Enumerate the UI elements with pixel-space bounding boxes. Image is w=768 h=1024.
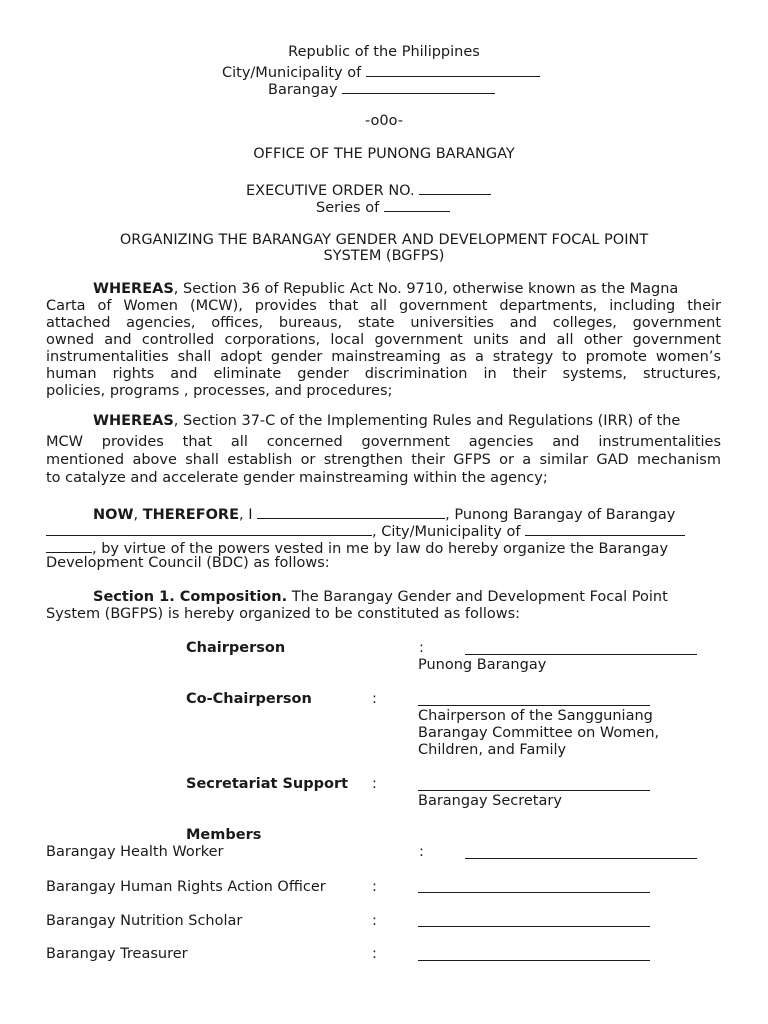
- whereas1-line-5: instrumentalities shall adopt gender mainstreaming as a strategy to promote women’s: [46, 349, 721, 365]
- member-colon-treasurer: :: [372, 946, 377, 962]
- series-line: [316, 197, 450, 216]
- city-blank[interactable]: [366, 62, 540, 77]
- chairperson-desc: Punong Barangay: [418, 657, 547, 673]
- member-blank-human-rights[interactable]: [418, 892, 650, 893]
- member-label-human-rights: Barangay Human Rights Action Officer: [46, 879, 326, 895]
- barangay-label: Barangay: [268, 82, 338, 98]
- secretariat-colon: :: [372, 776, 377, 792]
- whereas2-line-3: mentioned above shall establish or strengthen their GFPS or a similar GAD mechanism: [46, 452, 721, 468]
- whereas2-line-1: WHEREAS, Section 37-C of the Implementing Rules and Regulations (IRR) of the: [93, 413, 681, 429]
- members-label: Members: [186, 827, 262, 843]
- whereas1-body: [46, 298, 721, 400]
- city-municipality-blank[interactable]: [525, 521, 685, 536]
- eo-label: EXECUTIVE ORDER NO.: [246, 183, 415, 199]
- whereas2-line-4: to catalyze and accelerate gender mainstreaming within the agency;: [46, 470, 548, 486]
- whereas1-line-2: Carta of Women (MCW), provides that all government departments, including their: [46, 298, 721, 314]
- now-therefore-line-4: Development Council (BDC) as follows:: [46, 555, 330, 571]
- member-label-nutrition: Barangay Nutrition Scholar: [46, 913, 243, 929]
- chairperson-blank[interactable]: [465, 654, 697, 655]
- office-heading: OFFICE OF THE PUNONG BARANGAY: [253, 146, 515, 162]
- republic-line: Republic of the Philippines: [288, 44, 480, 60]
- section1-line-2: System (BGFPS) is hereby organized to be constituted as follows:: [46, 606, 521, 622]
- ornament: -o0o-: [365, 113, 403, 129]
- whereas2-body: [46, 433, 721, 487]
- member-blank-health-worker[interactable]: [465, 858, 697, 859]
- cochair-desc-3: Children, and Family: [418, 742, 567, 758]
- member-colon-human-rights: :: [372, 879, 377, 895]
- member-blank-nutrition[interactable]: [418, 926, 650, 927]
- whereas2-line-2: MCW provides that all concerned government agencies and instrumentalities: [46, 434, 721, 450]
- whereas1-lead: WHEREAS: [93, 281, 174, 297]
- chairperson-label: Chairperson: [186, 640, 286, 656]
- title-line-2: SYSTEM (BGFPS): [323, 248, 445, 264]
- city-label: City/Municipality of: [222, 65, 362, 81]
- section1-heading: Section 1. Composition.: [93, 589, 288, 605]
- whereas1-line-4: owned and controlled corporations, local government units and all other government: [46, 332, 721, 348]
- whereas1-line-7: policies, programs , processes, and procedures;: [46, 383, 393, 399]
- section1-line-1: Section 1. Composition. The Barangay Gender and Development Focal Point: [93, 589, 668, 605]
- eo-number-blank[interactable]: [419, 180, 491, 195]
- secretariat-blank[interactable]: [418, 790, 650, 791]
- whereas2-lead: WHEREAS: [93, 413, 174, 429]
- therefore-lead: THEREFORE: [142, 507, 239, 523]
- punong-barangay-name-blank[interactable]: [257, 504, 445, 519]
- now-therefore-line-1: NOW, THEREFORE, I , Punong Barangay of Barangay: [93, 504, 675, 523]
- cochair-label: Co-Chairperson: [186, 691, 312, 707]
- cochair-blank[interactable]: [418, 705, 650, 706]
- secretariat-desc: Barangay Secretary: [418, 793, 562, 809]
- secretariat-label: Secretariat Support: [186, 776, 349, 792]
- cochair-desc-2: Barangay Committee on Women,: [418, 725, 660, 741]
- barangay-blank[interactable]: [342, 79, 495, 94]
- member-label-treasurer: Barangay Treasurer: [46, 946, 188, 962]
- cochair-desc-1: Chairperson of the Sangguniang: [418, 708, 653, 724]
- member-colon-nutrition: :: [372, 913, 377, 929]
- province-blank[interactable]: [46, 538, 92, 553]
- barangay-line: [268, 79, 495, 98]
- barangay-name-blank[interactable]: [46, 521, 372, 536]
- member-blank-treasurer[interactable]: [418, 960, 650, 961]
- now-therefore-line-2: , City/Municipality of: [46, 521, 685, 540]
- member-colon-health-worker: :: [419, 844, 424, 860]
- series-label: Series of: [316, 200, 380, 216]
- cochair-colon: :: [372, 691, 377, 707]
- member-label-health-worker: Barangay Health Worker: [46, 844, 224, 860]
- series-blank[interactable]: [384, 197, 450, 212]
- whereas1-line-1: WHEREAS, Section 36 of Republic Act No. 9710, otherwise known as the Magna: [93, 281, 679, 297]
- whereas1-line-6: human rights and eliminate gender discrimination in their systems, structures,: [46, 366, 721, 382]
- now-lead: NOW: [93, 507, 134, 523]
- chairperson-colon: :: [419, 640, 424, 656]
- whereas1-line-3: attached agencies, offices, bureaus, state universities and colleges, government: [46, 315, 721, 331]
- now-therefore-line-3: , by virtue of the powers vested in me by law do hereby organize the Barangay: [46, 538, 668, 557]
- title-line-1: ORGANIZING THE BARANGAY GENDER AND DEVELOPMENT FOCAL POINT: [119, 232, 649, 248]
